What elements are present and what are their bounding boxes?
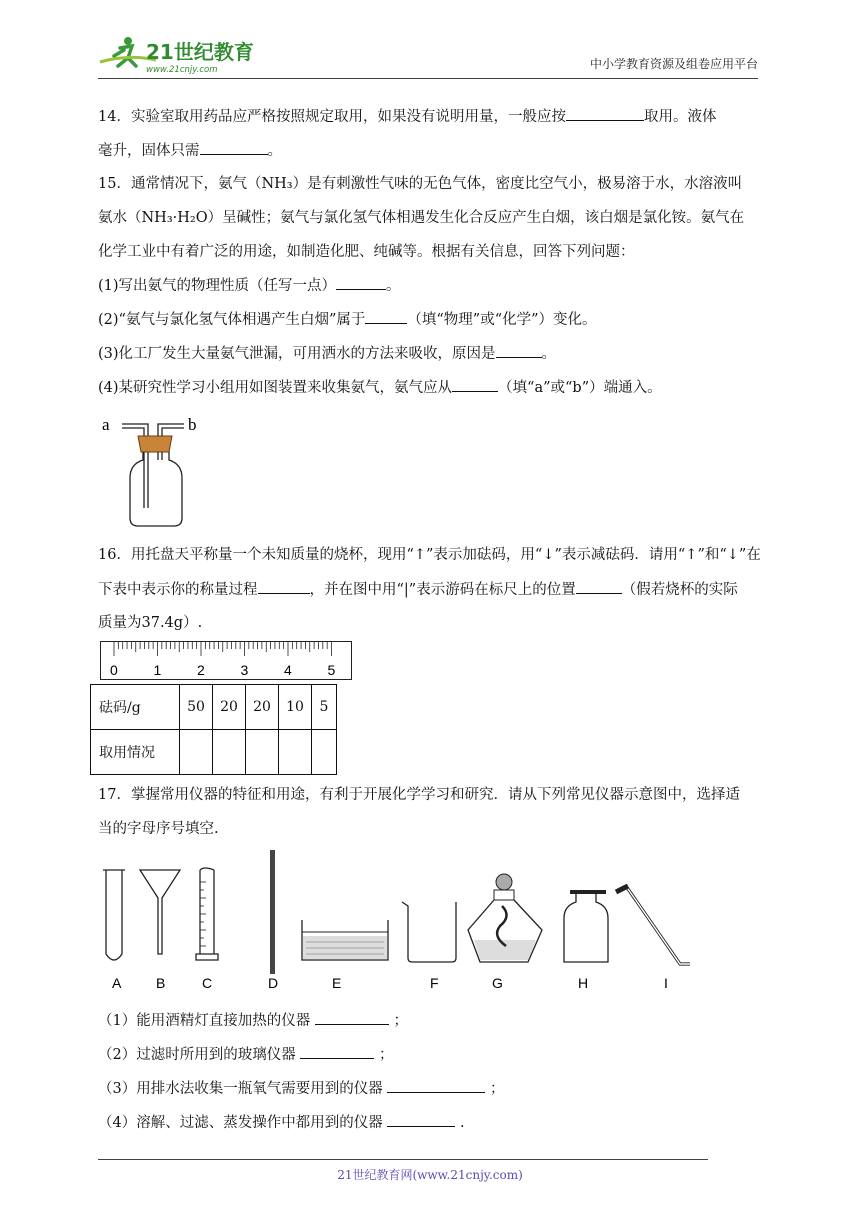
q15-line-3: 化学工业中有着广泛的用途，如制造化肥、纯碱等。根据有关信息，回答下列问题： bbox=[98, 244, 635, 260]
footer-text: 21世纪教育网(www.21cnjy.com) bbox=[337, 1168, 523, 1182]
q14-text-1a: 14．实验室取用药品应严格按照规定取用，如果没有说明用量，一般应按 bbox=[98, 109, 566, 125]
ruler-label: 5 bbox=[327, 662, 336, 678]
q15-blank-2[interactable] bbox=[365, 309, 407, 324]
q15-sub-3 bbox=[98, 343, 556, 364]
delivery-tube-icon bbox=[616, 886, 690, 964]
q16-line-2 bbox=[98, 579, 738, 600]
weight-cell: 5 bbox=[312, 685, 337, 730]
funnel-icon bbox=[140, 870, 180, 954]
weight-cell: 10 bbox=[279, 685, 312, 730]
q17-blank-3[interactable] bbox=[387, 1078, 485, 1093]
q15-sub1-end: 。 bbox=[386, 278, 401, 294]
usage-cell[interactable] bbox=[213, 730, 246, 775]
q16-line-1: 16．用托盘天平称量一个未知质量的烧杯，现用“↑”表示加砝码，用“↓”表示减砝码．请用“↑”和“↓”在 bbox=[98, 547, 761, 563]
q15-sub4-text: (4)某研究性学习小组用如图装置来收集氨气，氨气应从 bbox=[98, 380, 453, 396]
instruments-diagram bbox=[96, 846, 706, 996]
q15-blank-3[interactable] bbox=[496, 343, 542, 358]
q17-sub1-text: （1）能用酒精灯直接加热的仪器 bbox=[98, 1013, 311, 1029]
q14-text-2a: 毫升，固体只需 bbox=[98, 143, 200, 159]
q17-sub3-end: ； bbox=[489, 1081, 505, 1097]
q15-sub4-end: （填“a”或“b”）端通入。 bbox=[498, 380, 662, 396]
q17-sub-2 bbox=[98, 1044, 393, 1065]
q15-blank-1[interactable] bbox=[336, 275, 386, 290]
test-tube-icon bbox=[103, 870, 125, 960]
instrument-label: D bbox=[268, 975, 279, 991]
q17-line-1: 17．掌握常用仪器的特征和用途，有利于开展化学学习和研究．请从下列常见仪器示意图中，选择适 bbox=[98, 787, 740, 803]
gas-collecting-bottle-diagram bbox=[100, 408, 200, 530]
q17-sub4-text: （4）溶解、过滤、蒸发操作中都用到的仪器 bbox=[98, 1115, 383, 1131]
instrument-label: H bbox=[578, 975, 589, 991]
q17-blank-1[interactable] bbox=[315, 1010, 389, 1025]
q17-sub2-end: ； bbox=[378, 1047, 394, 1063]
beaker-icon bbox=[402, 902, 456, 962]
page-header bbox=[98, 32, 758, 78]
gas-jar-icon bbox=[564, 890, 608, 962]
q17-sub2-text: （2）过滤时所用到的玻璃仪器 bbox=[98, 1047, 296, 1063]
q15-blank-4[interactable] bbox=[452, 377, 498, 392]
instrument-label: I bbox=[664, 975, 668, 991]
instrument-label: B bbox=[156, 975, 166, 991]
usage-cell[interactable] bbox=[312, 730, 337, 775]
ruler-label: 1 bbox=[153, 662, 162, 678]
graduated-cylinder-icon bbox=[196, 868, 218, 960]
instrument-label: A bbox=[112, 975, 122, 991]
weights-table bbox=[90, 684, 337, 775]
q15-line-2: 氨水（NH₃·H₂O）呈碱性；氨气与氯化氢气体相遇发生化合反应产生白烟，该白烟是氯化铵。氨气在 bbox=[98, 210, 745, 226]
instrument-label: C bbox=[202, 975, 213, 991]
q16-text-2a: 下表中表示你的称量过程 bbox=[98, 582, 258, 598]
q14-blank-1[interactable] bbox=[566, 106, 644, 121]
weight-cell: 20 bbox=[246, 685, 279, 730]
site-logo bbox=[98, 32, 258, 76]
table-row bbox=[91, 730, 337, 775]
weights-row-header: 砝码/g bbox=[91, 685, 180, 730]
label-a: a bbox=[102, 415, 110, 434]
water-trough-icon bbox=[302, 920, 388, 960]
weight-cell: 20 bbox=[213, 685, 246, 730]
q15-sub2-text: (2)“氨气与氯化氢气体相遇产生白烟”属于 bbox=[98, 312, 366, 328]
q16-blank-1[interactable] bbox=[258, 579, 310, 594]
instrument-label: G bbox=[492, 975, 503, 991]
usage-cell[interactable] bbox=[279, 730, 312, 775]
alcohol-lamp-icon bbox=[468, 874, 542, 962]
q17-blank-4[interactable] bbox=[387, 1112, 455, 1127]
logo-text: 21世纪教育 bbox=[146, 40, 254, 64]
q17-sub4-end: . bbox=[459, 1115, 465, 1131]
q15-sub1-text: (1)写出氨气的物理性质（任写一点） bbox=[98, 278, 337, 294]
q14-text-2b: 。 bbox=[267, 143, 282, 159]
q17-line-2: 当的字母序号填空. bbox=[98, 821, 219, 837]
q15-sub-1 bbox=[98, 275, 401, 296]
q16-text-2c: （假若烧杯的实际 bbox=[621, 582, 738, 598]
weight-cell: 50 bbox=[180, 685, 213, 730]
q17-sub3-text: （3）用排水法收集一瓶氧气需要用到的仪器 bbox=[98, 1081, 383, 1097]
glass-rod-icon bbox=[270, 850, 275, 974]
q14-blank-2[interactable] bbox=[200, 140, 268, 155]
q17-sub-3 bbox=[98, 1078, 504, 1099]
instrument-label: F bbox=[430, 975, 439, 991]
q15-sub2-end: （填“物理”或“化学”）变化。 bbox=[407, 312, 597, 328]
instrument-label: E bbox=[332, 975, 342, 991]
q15-sub-2 bbox=[98, 309, 597, 330]
logo-url: www.21cnjy.com bbox=[146, 65, 218, 75]
q17-sub1-end: ； bbox=[393, 1013, 408, 1029]
q16-line-3: 质量为37.4g）. bbox=[98, 615, 203, 631]
table-row bbox=[91, 685, 337, 730]
q16-blank-2[interactable] bbox=[576, 579, 622, 594]
ruler-label: 0 bbox=[110, 662, 118, 678]
header-platform-text: 中小学教育资源及组卷应用平台 bbox=[589, 57, 758, 71]
ruler-label: 4 bbox=[284, 662, 292, 678]
q14-line-1 bbox=[98, 106, 716, 127]
q17-sub-1 bbox=[98, 1010, 408, 1031]
q15-line-1: 15．通常情况下，氨气（NH₃）是有刺激性气味的无色气体，密度比空气小，极易溶于水，水溶液叫 bbox=[98, 176, 743, 192]
ruler-label: 3 bbox=[240, 662, 249, 678]
q14-line-2 bbox=[98, 140, 282, 161]
usage-cell[interactable] bbox=[246, 730, 279, 775]
q15-sub3-end: 。 bbox=[541, 346, 557, 362]
q16-text-2b: ，并在图中用“|”表示游码在标尺上的位置 bbox=[309, 582, 576, 598]
q17-blank-2[interactable] bbox=[300, 1044, 374, 1059]
usage-row-header: 取用情况 bbox=[91, 730, 180, 775]
usage-cell[interactable] bbox=[180, 730, 213, 775]
balance-ruler[interactable] bbox=[100, 641, 352, 681]
ruler-label: 2 bbox=[197, 662, 205, 678]
q17-sub-4 bbox=[98, 1112, 465, 1133]
q15-sub-4 bbox=[98, 377, 662, 398]
footer-divider bbox=[98, 1159, 708, 1160]
q14-text-1b: 取用。液体 bbox=[643, 109, 717, 125]
q15-sub3-text: (3)化工厂发生大量氨气泄漏，可用洒水的方法来吸收，原因是 bbox=[98, 346, 496, 362]
header-divider bbox=[98, 78, 758, 79]
label-b: b bbox=[188, 415, 197, 434]
